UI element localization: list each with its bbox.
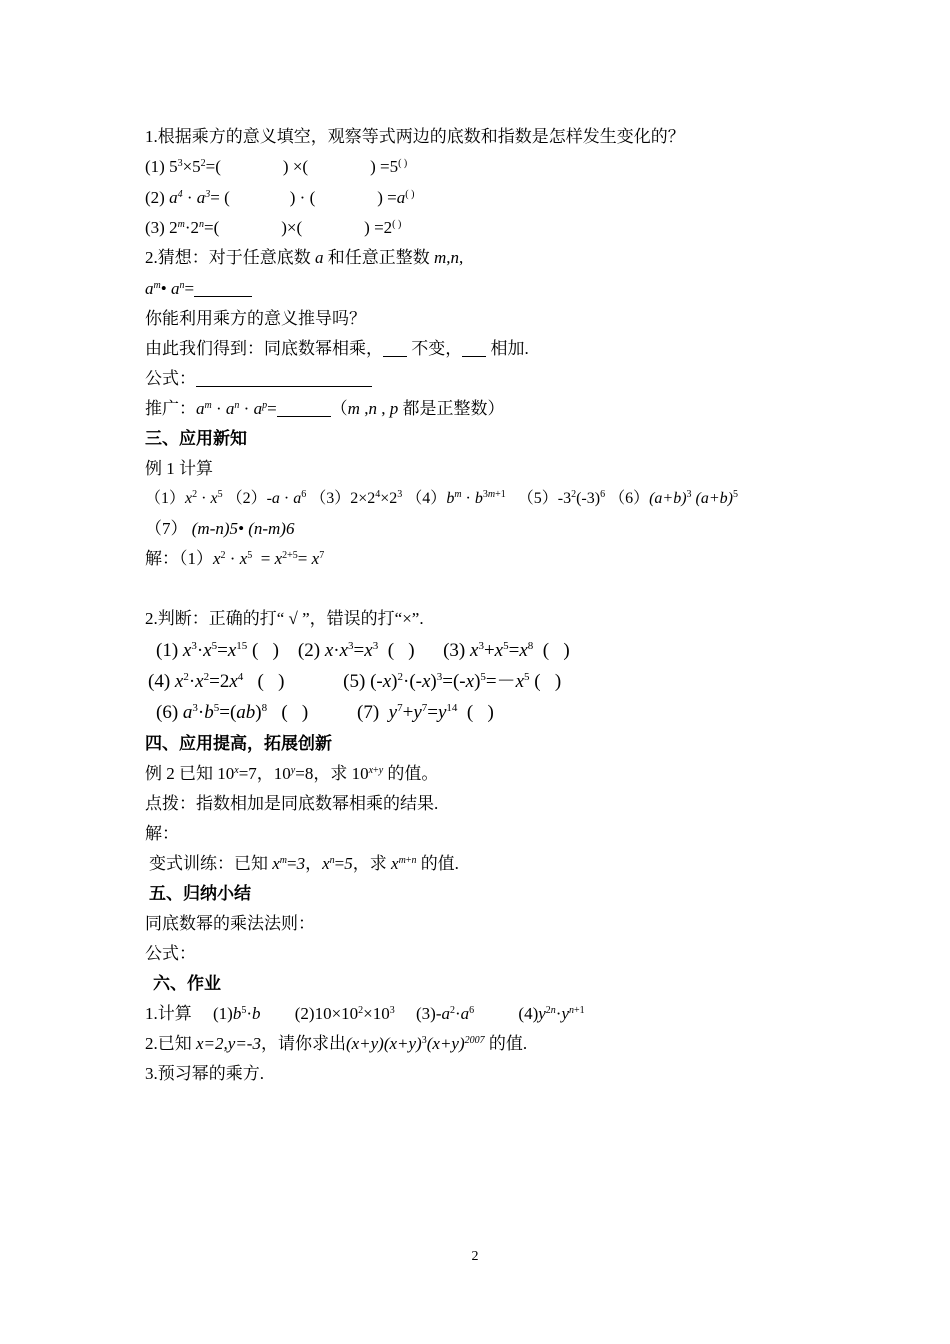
summary-formula: 公式： bbox=[145, 944, 196, 963]
judgement-row-2: (4) $x^2\cdot x^2=2x^4$ ( ) (5) $(-x)^2\cdot(-x)^3=(-x)^5=-x^5$ ( ) bbox=[148, 671, 562, 692]
solution-label: 解： bbox=[145, 824, 179, 843]
homework-1: 1.计算 $(1)b^5\cdot b$ $(2)10\times 10^2\times 10^3$ $(3)-a^2\cdot a^6$ $(4)y^{2n}\cdot y^{n+1}$ bbox=[145, 1004, 585, 1023]
fill-line-3: (3) $2^m\cdot 2^n=$( )×( ) =2( ) bbox=[145, 218, 402, 237]
fill-line-2: (2) $a^4 \cdot a^3=$ ( ) · ( ) =a( ) bbox=[145, 188, 415, 207]
derive-question: 你能利用乘方的意义推导吗？ bbox=[145, 309, 366, 328]
summary-rule: 同底数幂的乘法法则： bbox=[145, 914, 315, 933]
section-4-heading: 四、应用提高，拓展创新 bbox=[145, 734, 332, 753]
question-1-prompt: 1.根据乘方的意义填空，观察等式两边的底数和指数是怎样发生变化的？ bbox=[145, 127, 685, 146]
conjecture-prompt: 2.猜想：对于任意底数 a 和任意正整数 m,n, bbox=[145, 248, 464, 267]
section-5-heading: 五、归纳小结 bbox=[149, 884, 251, 903]
example-1-items: $(1)x^2 \cdot x^5$ $(2)-a \cdot a^6$ $(3)2\times 2^4\times 2^3$ $(4)b^m \cdot b^{3m+1}$ $(5)-3^2(-3)^6$ $(6)(a+b)^3$ $(a+b)^5$ bbox=[145, 489, 738, 507]
homework-3: 3.预习幂的乘方. bbox=[145, 1064, 264, 1083]
example-1-item-7: （7） (m-n)5• (n-m)6 bbox=[145, 519, 295, 538]
judgement-row-3: (6) $a^3\cdot b^5=(ab)^8$ ( ) (7) $y^7+y^7=y^{14}$ ( ) bbox=[156, 702, 494, 723]
formula-line: 公式： bbox=[145, 368, 372, 390]
hint-line: 点拨：指数相加是同底数幂相乘的结果. bbox=[145, 794, 439, 813]
generalization-line: 推广：$a^m \cdot a^n \cdot a^p= (m$ ,n , p 都是正整数） bbox=[145, 399, 505, 418]
judgement-prompt: 2.判断：正确的打“ √ ”，错误的打“×”. bbox=[145, 609, 424, 628]
rule-statement: 由此我们得到：同底数幂相乘， 不变， 相加. bbox=[145, 339, 529, 358]
judgement-row-1: (1) $x^3\cdot x^5=x^{15}$ ( ) (2) $x\cdot x^3=x^3$ ( ) (3) $x^3+x^5=x^8$ ( ) bbox=[156, 640, 570, 661]
variant-exercise: 变式训练：已知 $x^m=3$，$x^n=5$，求 $x^{m+n}$ 的值. bbox=[149, 854, 459, 873]
example-1-title: 例 1 计算 bbox=[145, 459, 213, 478]
fill-line-1: (1) $5^3\times 5^2=$( ) ×( ) =5( ) bbox=[145, 157, 408, 176]
example-1-solution: 解：$(1)x^2 \cdot x^5 = x^{2+5}= x^7$ bbox=[145, 549, 325, 568]
homework-2: 2.已知 x=2,y=-3，请你求出$(x+y)(x+y)^3(x+y)^{2007}$ 的值. bbox=[145, 1034, 528, 1053]
conjecture-formula: $a^m•$ $a^n=$ bbox=[145, 278, 252, 300]
example-2: 例 2 已知 $10^x=7$，$10^y=8$，求 $10^{x+y}$ 的值。 bbox=[145, 764, 439, 783]
section-3-heading: 三、应用新知 bbox=[145, 429, 247, 448]
section-6-heading: 六、作业 bbox=[153, 974, 221, 993]
page-number: 2 bbox=[471, 1249, 479, 1264]
